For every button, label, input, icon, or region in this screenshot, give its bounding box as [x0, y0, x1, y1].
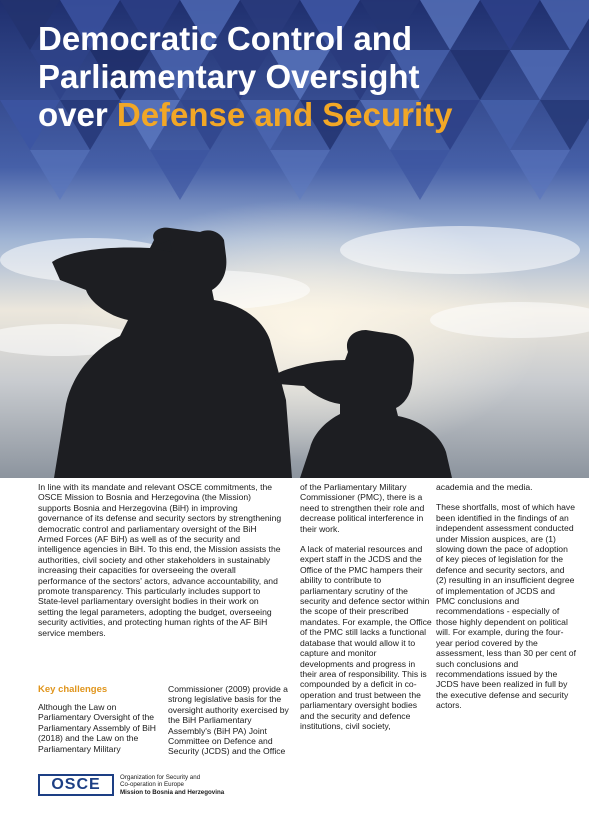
title-line-2: Parliamentary Oversight: [38, 58, 420, 95]
column-three-paragraph-2: These shortfalls, most of which have been identified in the findings of an independent assessment conducted under Mission auspices, are (1) slowing down the pace of adoption of key pieces of legislation for the defence and security sectors, and (2) resulting in an insufficient degree of implementation of JCDS and PMC conclusions and recommendations - especially of those highly dependent on political will. For example, during the four-year period covered by the assessment, less than 30 per cent of such conclusions and recommendations issued by the JCDS have been realized in full by the executive defense and security actors.: [436, 502, 576, 711]
intro-paragraph: In line with its mandate and relevant OSCE commitments, the OSCE Mission to Bosnia and Herzegovina (the Mission) supports Bosnia and Herzegovina (BiH) in improving governance of its defense and security sectors by strengthening democratic control and parliamentary oversight of the BiH Armed Forces (AF BiH) as well as of the security and intelligence agencies in BiH. To this end, the Mission assists the authorities, civil society and other stakeholders in sustainably increasing their capacities for overseeing the overall performance of the sectors' actors, advance accountability, and promote transparency. This particularly includes support to State-level parliamentary oversight bodies in their work on setting the legal parameters, adopting the budget, overseeing security activities, and protecting human rights of the AF BiH service members.: [38, 482, 282, 638]
column-three: [436, 482, 576, 721]
title-line-3: [38, 96, 578, 134]
title-line-3-plain: over: [38, 96, 117, 133]
title-line-1: Democratic Control and: [38, 20, 413, 57]
osce-logo: OSCE: [38, 774, 114, 796]
title-accent: Defense and Security: [116, 96, 453, 133]
footer-line-2: Co-operation in Europe: [120, 781, 184, 789]
footer: [38, 774, 224, 796]
challenges-text-col2: Commissioner (2009) provide a strong legislative basis for the oversight authority exercised by the BiH Parliamentary Assembly's (BiH PA) Joint Committee on Defence and Security (JCDS) and the Office: [168, 684, 289, 757]
column-two-paragraph-2: A lack of material resources and expert staff in the JCDS and the Office of the PMC hampers their ability to contribute to parliamentary scrutiny of the security and defence sector within the scope of their prescribed mandates. For example, the Office of the PMC still lacks a functional database that would allow it to capture and monitor developments and progress in their area of responsibility. This is compounded by a deficit in co-operation and trust between the parliamentary oversight bodies and the security and defence institutions, civil society,: [300, 544, 432, 731]
column-three-paragraph-1: academia and the media.: [436, 482, 533, 492]
challenges-text-col1: Although the Law on Parliamentary Oversight of the Parliamentary Assembly of BiH (2018) and the Law on the Parliamentary Military: [38, 702, 156, 754]
footer-line-3: Mission to Bosnia and Herzegovina: [120, 788, 225, 796]
page-title: [38, 20, 578, 134]
footer-organization: [120, 774, 224, 796]
footer-line-1: Organization for Security and: [120, 774, 201, 782]
column-two: [300, 482, 432, 741]
column-two-paragraph-1: of the Parliamentary Military Commissioner (PMC), there is a need to strengthen their role and decrease political interference in their work.: [300, 482, 425, 534]
key-challenges-heading: Key challenges: [38, 684, 108, 695]
